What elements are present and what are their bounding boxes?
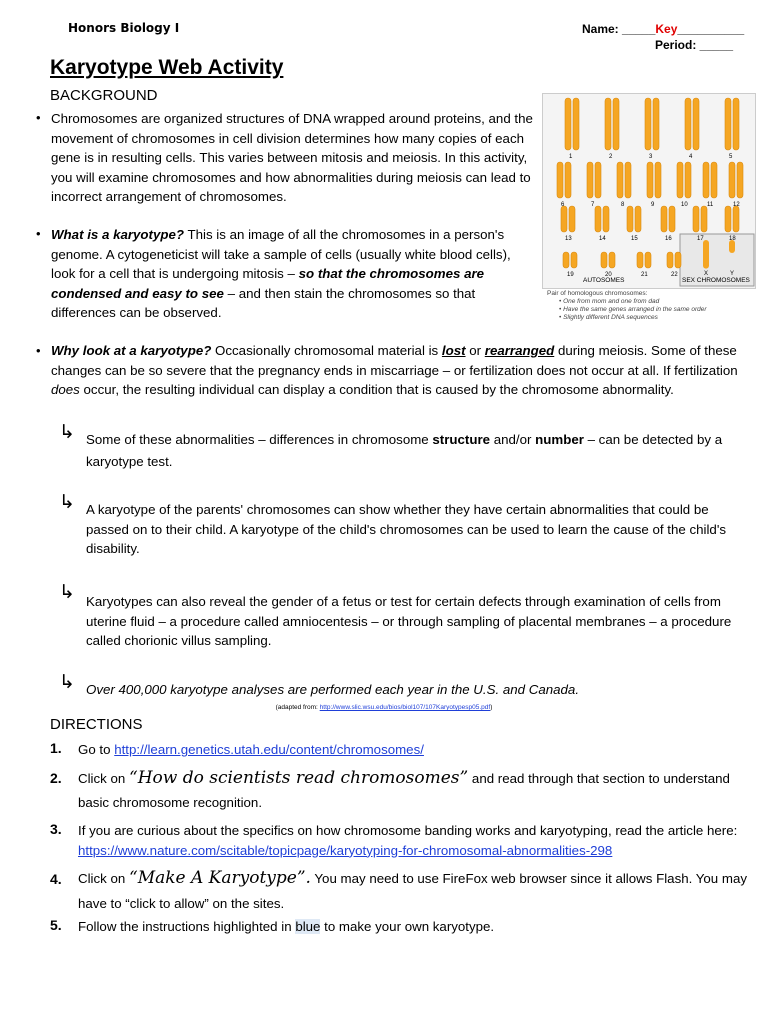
step-number: 4.: [50, 871, 62, 887]
arrow-icon: ↳: [59, 672, 75, 693]
chromosome: [587, 162, 593, 198]
step2-emphasis: “How do scientists read chromosomes”: [129, 768, 469, 788]
background-paragraph-1: Chromosomes are organized structures of DNA wrapped around proteins, and the movement of chromosomes in cell division determines how many copies of each gene is in resulting cells. This varies between mitosis and meiosis. In this activity, you will examine chromosomes and how abnormalities during meiosis can lead to incorrect arrangement of chromosomes.: [51, 111, 533, 204]
background-paragraph-3: [51, 341, 749, 400]
arrow-icon: ↳: [59, 582, 75, 603]
chromosome: [637, 252, 643, 268]
name-value: Key: [655, 22, 678, 36]
citation-link[interactable]: http://www.slic.wsu.edu/bios/biol107/107Karyotypesp05.pdf: [319, 704, 491, 711]
autosomes-label: AUTOSOMES: [583, 277, 625, 284]
sub-point-2: A karyotype of the parents' chromosomes can show whether they have certain abnormalities that could be passed on to their child. A karyotype of the child's chromosomes can be used to learn the cause of the child's disability.: [86, 502, 727, 556]
chromosome: [737, 162, 743, 198]
chromosome: [573, 98, 579, 150]
chromosome: [571, 252, 577, 268]
figure-caption: [547, 290, 757, 322]
chromosome-number: 2: [609, 154, 613, 160]
p3-text-a: Occasionally chromosomal material is: [211, 343, 442, 358]
bullet-dot: •: [36, 343, 41, 358]
name-line: [582, 22, 744, 36]
chromosome: [645, 252, 651, 268]
chromosome-number: 17: [697, 236, 704, 242]
step4-emphasis: “Make A Karyotype”.: [129, 868, 311, 888]
p3-text-c: occur, the resulting individual can display a condition that is caused by the chromosome abnormality.: [79, 382, 674, 397]
chromosome: [693, 98, 699, 150]
chromosome: [617, 162, 623, 198]
chromosome: [609, 252, 615, 268]
name-tail: __________: [677, 22, 745, 36]
chromosome-number: 15: [631, 236, 638, 242]
chromosome: [565, 162, 571, 198]
chromosome: [613, 98, 619, 150]
chromosome: [655, 162, 661, 198]
citation: [0, 704, 768, 711]
chromosome: [647, 162, 653, 198]
chromosome: [625, 162, 631, 198]
sex-chromosomes-label: SEX CHROMOSOMES: [682, 277, 750, 284]
karyotype-svg: [543, 94, 755, 288]
chromosome-number: Y: [730, 271, 735, 277]
chromosome-number: 21: [641, 272, 648, 278]
lost-word: lost: [441, 343, 466, 358]
step5-text-b: to make your own karyotype.: [320, 919, 495, 934]
chromosome-number: 22: [671, 272, 678, 278]
karyotype-figure: [542, 93, 756, 289]
x-chromosome: [703, 240, 709, 269]
chromosome: [669, 206, 675, 232]
why-question: Why look at a karyotype?: [51, 343, 212, 358]
sub-point-3: Karyotypes can also reveal the gender of a fetus or test for certain defects through examination of cells from uterine fluid – a procedure called amniocentesis – or through sampling of placental membranes – a procedure called chorionic villus sampling.: [86, 594, 732, 648]
course-title: Honors Biology I: [68, 21, 180, 35]
rearranged-word: rearranged: [484, 343, 555, 358]
step-1: [78, 740, 750, 760]
chromosome: [725, 98, 731, 150]
chromosome: [603, 206, 609, 232]
step1-text: Go to: [78, 742, 115, 757]
chromosome: [661, 206, 667, 232]
chromosome: [685, 162, 691, 198]
chromosome: [693, 206, 699, 232]
step3-text: If you are curious about the specifics on how chromosome banding works and karyotyping, read the article here:: [78, 823, 738, 838]
bullet-dot: •: [36, 110, 41, 125]
arrow-icon: ↳: [59, 422, 75, 443]
chromosome: [595, 206, 601, 232]
chromosome-number: 16: [665, 236, 672, 242]
chromosome: [569, 206, 575, 232]
chromosome-number: 19: [567, 272, 574, 278]
chromosome-number: 6: [561, 202, 565, 208]
citation-prefix: (adapted from:: [275, 704, 320, 711]
p2-text-a: This is an image of all the chromosomes in a person's genome. A cytogeneticist will take a sample of cells (usually white blood cells), look for a cell that is undergoing mitosis –: [51, 227, 511, 281]
background-heading: BACKGROUND: [50, 87, 158, 104]
chromosome-number: 8: [621, 202, 625, 208]
chromosome-number: 7: [591, 202, 595, 208]
caption-item: • Slightly different DNA sequences: [559, 314, 658, 321]
chromosome: [685, 98, 691, 150]
caption-title: Pair of homologous chromosomes:: [547, 290, 648, 297]
structure-word: structure: [432, 432, 491, 447]
chromosome: [675, 252, 681, 268]
step-number: 2.: [50, 770, 62, 786]
caption-item: • Have the same genes arranged in the same order: [559, 306, 707, 313]
chromosome: [653, 98, 659, 150]
chromosome-number: 10: [681, 202, 688, 208]
sub1-text-b: and/or: [490, 432, 536, 447]
step-number: 1.: [50, 740, 62, 756]
step-3: [78, 821, 750, 860]
chromosome-number: X: [704, 271, 709, 277]
chromosome-number: 20: [605, 272, 612, 278]
sub1-text-c: – can be detected by a karyotype test.: [86, 432, 723, 469]
p2-emphasis: so that the chromosomes are condensed and easy to see: [51, 266, 485, 301]
p3-text-b: during meiosis. Some of these changes can be so severe that the pregnancy ends in miscarriage – or fertilization does not occur at all. If fertilization: [51, 343, 738, 378]
page-title: Karyotype Web Activity: [50, 56, 284, 79]
chromosome-number: 13: [565, 236, 572, 242]
sub-point-1: [86, 429, 750, 473]
chromosome-number: 1: [569, 154, 573, 160]
name-label: Name: _____: [582, 22, 656, 36]
genetics-link[interactable]: http://learn.genetics.utah.edu/content/chromosomes/: [114, 742, 424, 757]
chromosome: [645, 98, 651, 150]
sub1-text-a: Some of these abnormalities – differences in chromosome: [86, 432, 433, 447]
chromosome: [563, 252, 569, 268]
step-number: 3.: [50, 821, 62, 837]
chromosome-number: 9: [651, 202, 655, 208]
chromosome: [561, 206, 567, 232]
step2-text-a: Click on: [78, 771, 129, 786]
does-word: does: [51, 382, 80, 397]
chromosome: [701, 206, 707, 232]
chromosome: [711, 162, 717, 198]
blue-highlight: blue: [295, 919, 321, 934]
arrow-icon: ↳: [59, 492, 75, 513]
number-word: number: [535, 432, 584, 447]
step-4: [78, 866, 750, 916]
step4-text-b: You may need to use FireFox web browser since it allows Flash. You may have to “click to allow” on the sites.: [78, 871, 748, 911]
p3-or: or: [465, 343, 485, 358]
chromosome: [557, 162, 563, 198]
p2-text-b: – and then stain the chromosomes so that differences can be observed.: [51, 285, 476, 320]
chromosome-number: 18: [729, 236, 736, 242]
nature-link[interactable]: https://www.nature.com/scitable/topicpage/karyotyping-for-chromosomal-abnormalities-298: [78, 842, 613, 858]
chromosome-number: 14: [599, 236, 606, 242]
chromosome: [703, 162, 709, 198]
directions-heading: DIRECTIONS: [50, 716, 143, 733]
chromosome: [733, 98, 739, 150]
chromosome: [595, 162, 601, 198]
step-2: [78, 766, 758, 815]
chromosome-number: 4: [689, 154, 693, 160]
step-5: [78, 917, 750, 937]
step4-text-a: Click on: [78, 871, 129, 886]
bullet-dot: •: [36, 226, 41, 241]
chromosome-number: 11: [707, 202, 714, 208]
chromosome: [605, 98, 611, 150]
background-paragraph-2: [51, 225, 533, 323]
step5-text-a: Follow the instructions highlighted in: [78, 919, 296, 934]
chromosome: [627, 206, 633, 232]
citation-suffix: ): [490, 704, 493, 711]
chromosome: [601, 252, 607, 268]
chromosome: [667, 252, 673, 268]
karyotype-question: What is a karyotype?: [51, 227, 185, 242]
chromosome: [677, 162, 683, 198]
step-number: 5.: [50, 917, 62, 933]
step2-text-b: and read through that section to understand basic chromosome recognition.: [78, 771, 730, 810]
chromosome: [635, 206, 641, 232]
caption-item: • One from mom and one from dad: [559, 298, 660, 305]
chromosome-number: 5: [729, 154, 733, 160]
chromosome: [725, 206, 731, 232]
period-line: Period: _____: [655, 38, 734, 52]
chromosome: [733, 206, 739, 232]
chromosome-number: 3: [649, 154, 653, 160]
chromosome-number: 12: [733, 202, 740, 208]
sub-point-4: Over 400,000 karyotype analyses are performed each year in the U.S. and Canada.: [86, 682, 580, 697]
chromosome: [729, 162, 735, 198]
chromosome: [565, 98, 571, 150]
